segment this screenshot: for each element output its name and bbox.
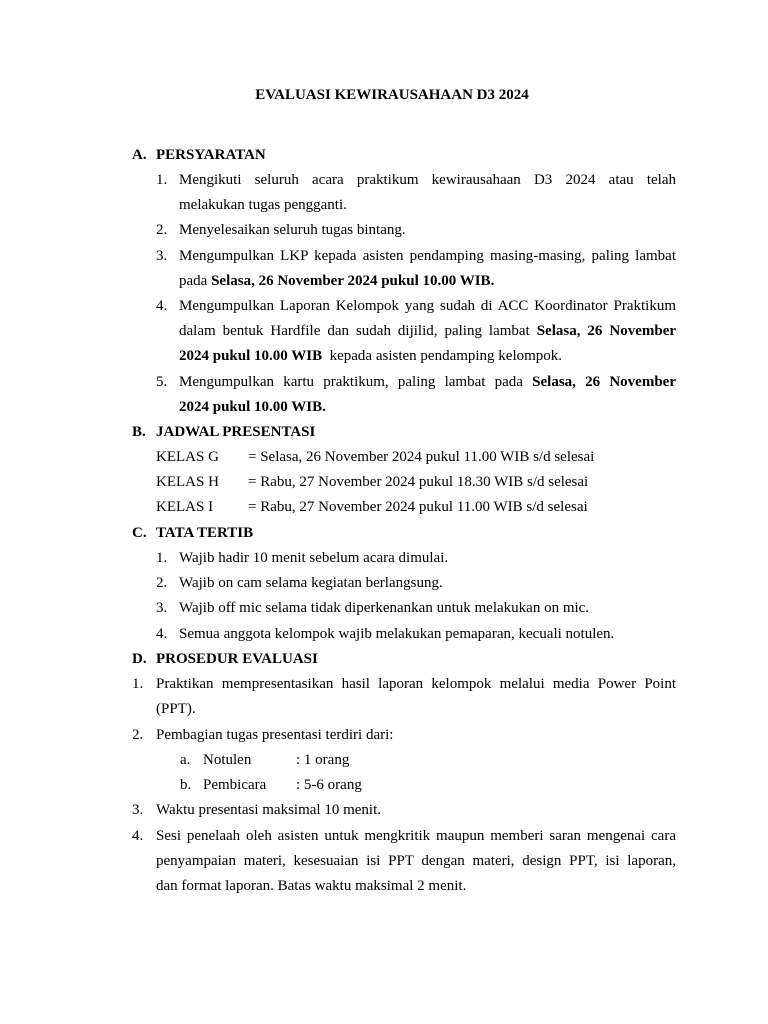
d-item-1-line-2: (PPT). [156,701,196,717]
schedule-class-g: KELAS G [156,449,219,465]
a-item-3-deadline: Selasa, 26 November 2024 pukul 10.00 WIB. [211,273,495,289]
c-item-1-text: Wajib hadir 10 menit sebelum acara dimulai. [179,550,449,566]
document-title: EVALUASI KEWIRAUSAHAAN D3 2024 [255,87,529,103]
a-item-4-number: 4. [156,298,168,314]
schedule-class-h: KELAS H [156,474,219,490]
d-item-4-number: 4. [132,828,144,844]
d-sub-a-count: : 1 orang [296,752,350,768]
a-item-4-line-2-text: dalam bentuk Hardfile dan sudah dijilid, paling lambat [179,323,537,339]
c-item-3-text: Wajib off mic selama tidak diperkenankan untuk melakukan on mic. [179,600,590,616]
section-b-heading: JADWAL PRESENTASI [156,424,316,440]
a-item-5-number: 5. [156,374,168,390]
a-item-4-deadline-part-2: 2024 pukul 10.00 WIB [179,348,323,364]
d-item-3-number: 3. [132,802,144,818]
c-item-3-number: 3. [156,600,168,616]
a-item-1-line-2: melakukan tugas pengganti. [179,197,347,213]
a-item-3-number: 3. [156,248,168,264]
c-item-2-text: Wajib on cam selama kegiatan berlangsung. [179,575,443,591]
section-b-marker: B. [132,424,146,440]
a-item-5-deadline-part-1: Selasa, 26 November [532,374,676,390]
d-item-4-line-1: Sesi penelaah oleh asisten untuk mengkritik maupun memberi saran mengenai cara [156,828,676,844]
a-item-1-number: 1. [156,172,168,188]
d-item-4-line-2: penyampaian materi, kesesuaian isi PPT dengan materi, design PPT, isi laporan, [156,853,676,869]
section-a-heading: PERSYARATAN [156,147,266,163]
section-d-marker: D. [132,651,147,667]
a-item-1-line-1: Mengikuti seluruh acara praktikum kewirausahaan D3 2024 atau telah [179,172,676,188]
d-sub-b-count: : 5-6 orang [296,777,362,793]
a-item-4-line-1: Mengumpulkan Laporan Kelompok yang sudah di ACC Koordinator Praktikum [179,298,676,314]
d-item-3-text: Waktu presentasi maksimal 10 menit. [156,802,381,818]
d-sub-a-role: Notulen [203,752,252,768]
a-item-2-number: 2. [156,222,168,238]
schedule-class-g-time: = Selasa, 26 November 2024 pukul 11.00 WIB s/d selesai [248,449,595,465]
section-a-marker: A. [132,147,147,163]
a-item-4-line-3-text: kepada asisten pendamping kelompok. [322,348,563,364]
a-item-3-line-2 [179,271,494,291]
c-item-1-number: 1. [156,550,168,566]
schedule-class-i: KELAS I [156,499,214,515]
a-item-5-line-1-text: Mengumpulkan kartu praktikum, paling lambat pada [179,374,533,390]
schedule-class-i-time: = Rabu, 27 November 2024 pukul 11.00 WIB s/d selesai [248,499,588,515]
a-item-3-line-2-text: pada [179,273,212,289]
d-item-2-text: Pembagian tugas presentasi terdiri dari: [156,727,394,743]
a-item-5-line-1 [179,372,676,392]
d-sub-b-role: Pembicara [203,777,267,793]
section-d-heading: PROSEDUR EVALUASI [156,651,318,667]
a-item-4-deadline-part-1: Selasa, 26 November [536,323,677,339]
schedule-class-h-time: = Rabu, 27 November 2024 pukul 18.30 WIB s/d selesai [248,474,589,490]
section-c-heading: TATA TERTIB [156,525,254,541]
a-item-4-line-2 [179,321,676,341]
d-item-4-line-3: dan format laporan. Batas waktu maksimal 2 menit. [156,878,467,894]
d-sub-a-letter: a. [180,752,191,768]
d-sub-b-letter: b. [180,777,192,793]
a-item-5-deadline-part-2: 2024 pukul 10.00 WIB. [179,399,326,415]
c-item-2-number: 2. [156,575,168,591]
a-item-4-line-3 [179,346,562,366]
d-item-1-line-1: Praktikan mempresentasikan hasil laporan kelompok melalui media Power Point [156,676,676,692]
d-item-1-number: 1. [132,676,144,692]
a-item-3-line-1: Mengumpulkan LKP kepada asisten pendamping masing-masing, paling lambat [179,248,676,264]
section-c-marker: C. [132,525,147,541]
c-item-4-number: 4. [156,626,168,642]
c-item-4-text: Semua anggota kelompok wajib melakukan pemaparan, kecuali notulen. [179,626,615,642]
d-item-2-number: 2. [132,727,144,743]
a-item-2-text: Menyelesaikan seluruh tugas bintang. [179,222,406,238]
a-item-5-line-2 [179,397,326,417]
